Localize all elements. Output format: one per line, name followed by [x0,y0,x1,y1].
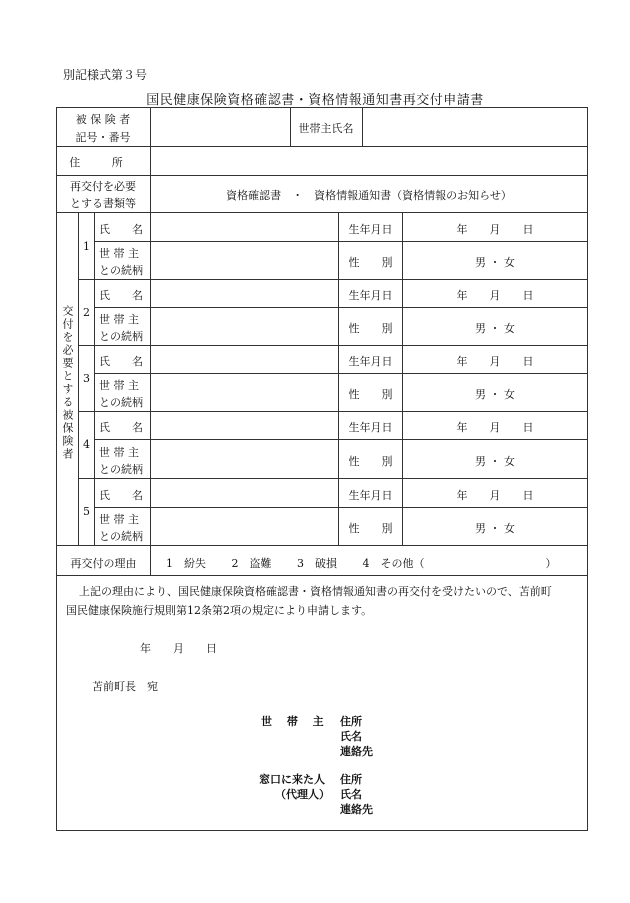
birth-label: 生年月日 [348,489,393,502]
sex-value[interactable]: 男 ・ 女 [475,322,515,335]
householder-label: 世 帯 主 [261,715,324,728]
birth-label: 生年月日 [348,223,393,236]
birth-label: 生年月日 [348,355,393,368]
relation-label: 世 帯 主 [99,513,139,526]
proxy-label-2: （代理人） [275,788,330,801]
proxy-contact-label: 連絡先 [340,803,373,816]
address-field[interactable] [151,147,587,174]
person-number: 5 [83,505,90,518]
name-label: 氏 名 [99,223,143,236]
person-number: 3 [83,372,90,385]
person-number: 2 [83,306,90,319]
name-label: 氏 名 [99,355,143,368]
insured-number-field[interactable] [151,108,289,145]
addressee: 苫前町長 宛 [92,680,158,693]
insured-number-label-2: 記号・番号 [75,131,131,144]
relation-label-2: との続柄 [99,330,143,343]
relation-label: 世 帯 主 [99,247,139,260]
sex-label: 性 別 [348,522,393,535]
address-label: 住 所 [69,156,137,169]
householder-name-label: 世帯主氏名 [298,122,354,135]
doc-type-label-2: とする書類等 [70,197,136,210]
person-number: 4 [83,438,90,451]
person-number: 1 [83,240,90,253]
householder-name-field[interactable] [363,108,587,145]
sex-label: 性 別 [348,388,393,401]
sex-label: 性 別 [348,455,393,468]
doc-type-label: 再交付を必要 [70,180,136,193]
birth-value[interactable]: 年 月 日 [456,289,534,302]
relation-label: 世 帯 主 [99,313,139,326]
form-number: 別記様式第３号 [63,68,148,82]
page-title: 国民健康保険資格確認書・資格情報通知書再交付申請書 [146,93,484,108]
birth-label: 生年月日 [348,421,393,434]
proxy-address-label: 住所 [340,773,362,786]
householder-name-field-label: 氏名 [340,730,362,743]
reason-options[interactable]: 1 紛失 2 盗難 3 破損 4 その他（ ） [166,557,557,570]
birth-label: 生年月日 [348,289,393,302]
proxy-label: 窓口に来た人 [259,773,325,786]
sex-label: 性 別 [348,256,393,269]
reason-label: 再交付の理由 [70,557,137,570]
relation-label: 世 帯 主 [99,446,139,459]
persons-side-label: 交付を必要とする被保険者 [61,305,74,461]
declaration-line-1: 上記の理由により、国民健康保険資格確認書・資格情報通知書の再交付を受けたいので、苫前町 [79,585,552,598]
declaration-line-2: 国民健康保険施行規則第12条第2項の規定により申請します。 [66,604,373,617]
relation-label-2: との続柄 [99,264,143,277]
doc-types[interactable]: 資格確認書 ・ 資格情報通知書（資格情報のお知らせ） [226,189,512,202]
birth-value[interactable]: 年 月 日 [456,421,534,434]
proxy-name-label: 氏名 [340,788,362,801]
relation-label-2: との続柄 [99,530,143,543]
name-label: 氏 名 [99,489,143,502]
application-date[interactable]: 年 月 日 [140,642,217,655]
householder-contact-label: 連絡先 [340,745,373,758]
householder-address-label: 住所 [340,715,362,728]
sex-label: 性 別 [348,322,393,335]
insured-number-label: 被 保 険 者 [75,113,131,126]
sex-value[interactable]: 男 ・ 女 [475,522,515,535]
birth-value[interactable]: 年 月 日 [456,355,534,368]
relation-label-2: との続柄 [99,396,143,409]
relation-label: 世 帯 主 [99,379,139,392]
sex-value[interactable]: 男 ・ 女 [475,455,515,468]
birth-value[interactable]: 年 月 日 [456,223,534,236]
relation-label-2: との続柄 [99,463,143,476]
sex-value[interactable]: 男 ・ 女 [475,388,515,401]
birth-value[interactable]: 年 月 日 [456,489,534,502]
sex-value[interactable]: 男 ・ 女 [475,256,515,269]
name-label: 氏 名 [99,421,143,434]
name-label: 氏 名 [99,289,143,302]
